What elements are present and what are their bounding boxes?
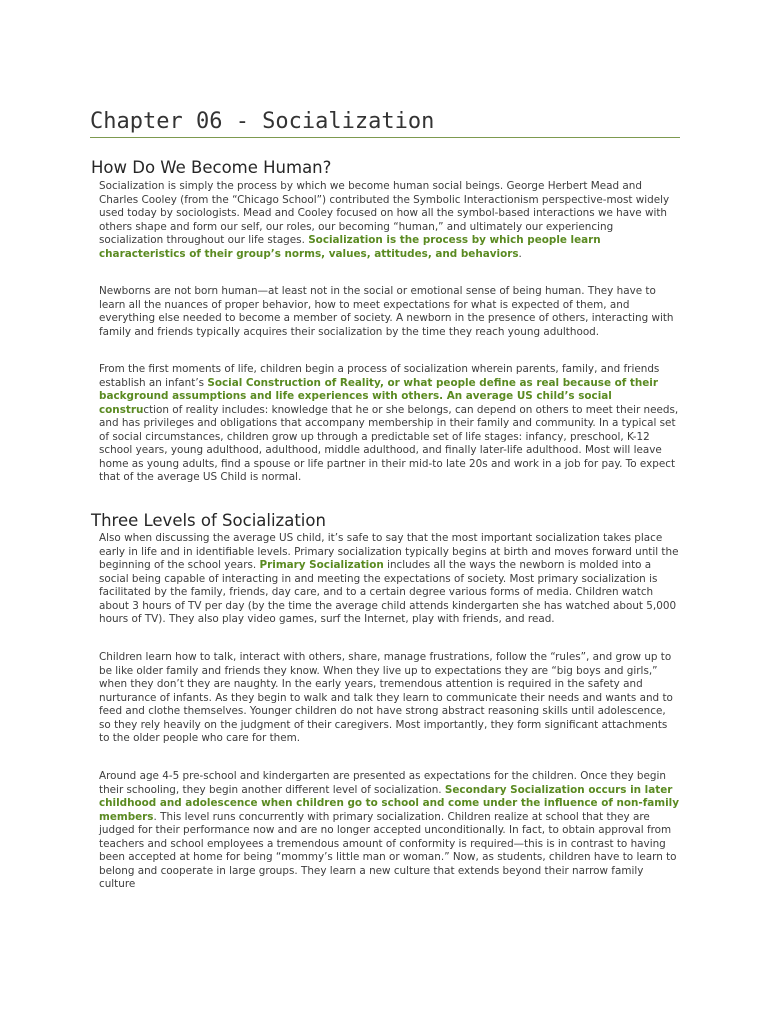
- section-heading-how-do-we-become-human: How Do We Become Human?: [91, 158, 332, 177]
- paragraph-text: Children learn how to talk, interact with others, share, manage frustrations, follow the “rules”, and grow up to be like older family and friends they know. When they live up to expectations they are “big boys and girls,” when they don’t they are naughty. In the early years, tremendous attention is required in the safety and nurturance of infants. As they begin to walk and talk they learn to communicate their needs and wants and to feed and clothe themselves. Younger children do not have strong abstract reasoning skills until adolescence, so they rely heavily on the judgment of their caregivers. Most importantly, they form significant attachments to the older people who care for them.: [99, 651, 673, 744]
- paragraph-text: Newborns are not born human—at least not in the social or emotional sense of being human. They have to learn all the nuances of proper behavior, how to meet expectations for what is expected of them, and everything else needed to become a member of society. A newborn in the presence of others, interacting with family and friends typically acquires their socialization by the time they reach young adulthood.: [99, 285, 674, 338]
- paragraph-text: includes all the ways the newborn is molded into a social being capable of interacting in and meeting the expectations of society. Most primary socialization is facilitated by the family, friends, day care, and to a certain degree various forms of media. Children watch about 3 hours of TV per day (by the time the average child attends kindergarten she has watched about 5,000 hours of TV). They also play video games, surf the Internet, play with friends, and read.: [99, 559, 677, 625]
- paragraph-text: .: [518, 247, 522, 260]
- paragraph-text: Around age 4-5 pre-school and kindergarten are presented as expectations for the children. Once they begin their schooling, they begin another different level of socialization.: [99, 770, 666, 796]
- highlighted-definition: Socialization is the process by which people learn characteristics of their group’s norms, values, attitudes, and behaviors: [99, 234, 601, 260]
- chapter-title: Chapter 06 - Socialization: [90, 108, 680, 138]
- paragraph-newborns: [99, 285, 679, 339]
- paragraph-children-learn: [99, 651, 679, 746]
- highlighted-definition: Primary Socialization: [259, 559, 384, 571]
- paragraph-primary-socialization: [99, 532, 679, 627]
- section-heading-three-levels: Three Levels of Socialization: [91, 511, 326, 530]
- paragraph-text: Also when discussing the average US child, it’s safe to say that the most important socialization takes place early in life and in identifiable levels. Primary socialization typically begins at birth and moves forward until the beginning of the school years.: [99, 532, 679, 571]
- paragraph-secondary-socialization: [99, 770, 679, 892]
- paragraph-text: ction of reality includes: knowledge that he or she belongs, can depend on others to meet their needs, and has privileges and obligations that accompany membership in their family and community. In a typical set of social circumstances, children grow up through a predictable set of life stages: infancy, preschool, K-12 school years, young adulthood, adulthood, middle adulthood, and finally later-life adulthood. Most will leave home as young adults, find a spouse or life partner in their mid-to late 20s and work in a job for pay. To expect that of the average US Child is normal.: [99, 403, 679, 483]
- paragraph-text: . This level runs concurrently with primary socialization. Children realize at school that they are judged for their performance now and are no longer accepted unconditionally. In fact, to obtain approval from teachers and school employees a tremendous amount of conformity is required—this is in contrast to having been accepted at home for being “mommy’s little man or woman.” Now, as students, children have to learn to belong and cooperate in large groups. They learn a new culture that extends beyond their narrow family culture: [99, 810, 677, 890]
- paragraph-first-moments: [99, 363, 679, 485]
- paragraph-text: Socialization is simply the process by which we become human social beings. George Herbert Mead and Charles Cooley (from the “Chicago School”) contributed the Symbolic Interactionism perspective-most widely used today by sociologists. Mead and Cooley focused on how all the symbol-based interactions we have with others shape and form our self, our roles, our becoming “human,” and ultimately our experiencing socialization throughout our life stages.: [99, 180, 670, 246]
- highlighted-definition: Social Construction of Reality, or what people define as real because of their background assumptions and life experiences with others. An average US child’s social constru: [99, 376, 658, 416]
- paragraph-socialization-definition: [99, 180, 679, 261]
- highlighted-definition: Secondary Socialization occurs in later childhood and adolescence when children go to school and come under the influence of non-family members: [99, 783, 680, 823]
- paragraph-text: From the first moments of life, children begin a process of socialization wherein parents, family, and friends establish an infant’s: [99, 363, 660, 389]
